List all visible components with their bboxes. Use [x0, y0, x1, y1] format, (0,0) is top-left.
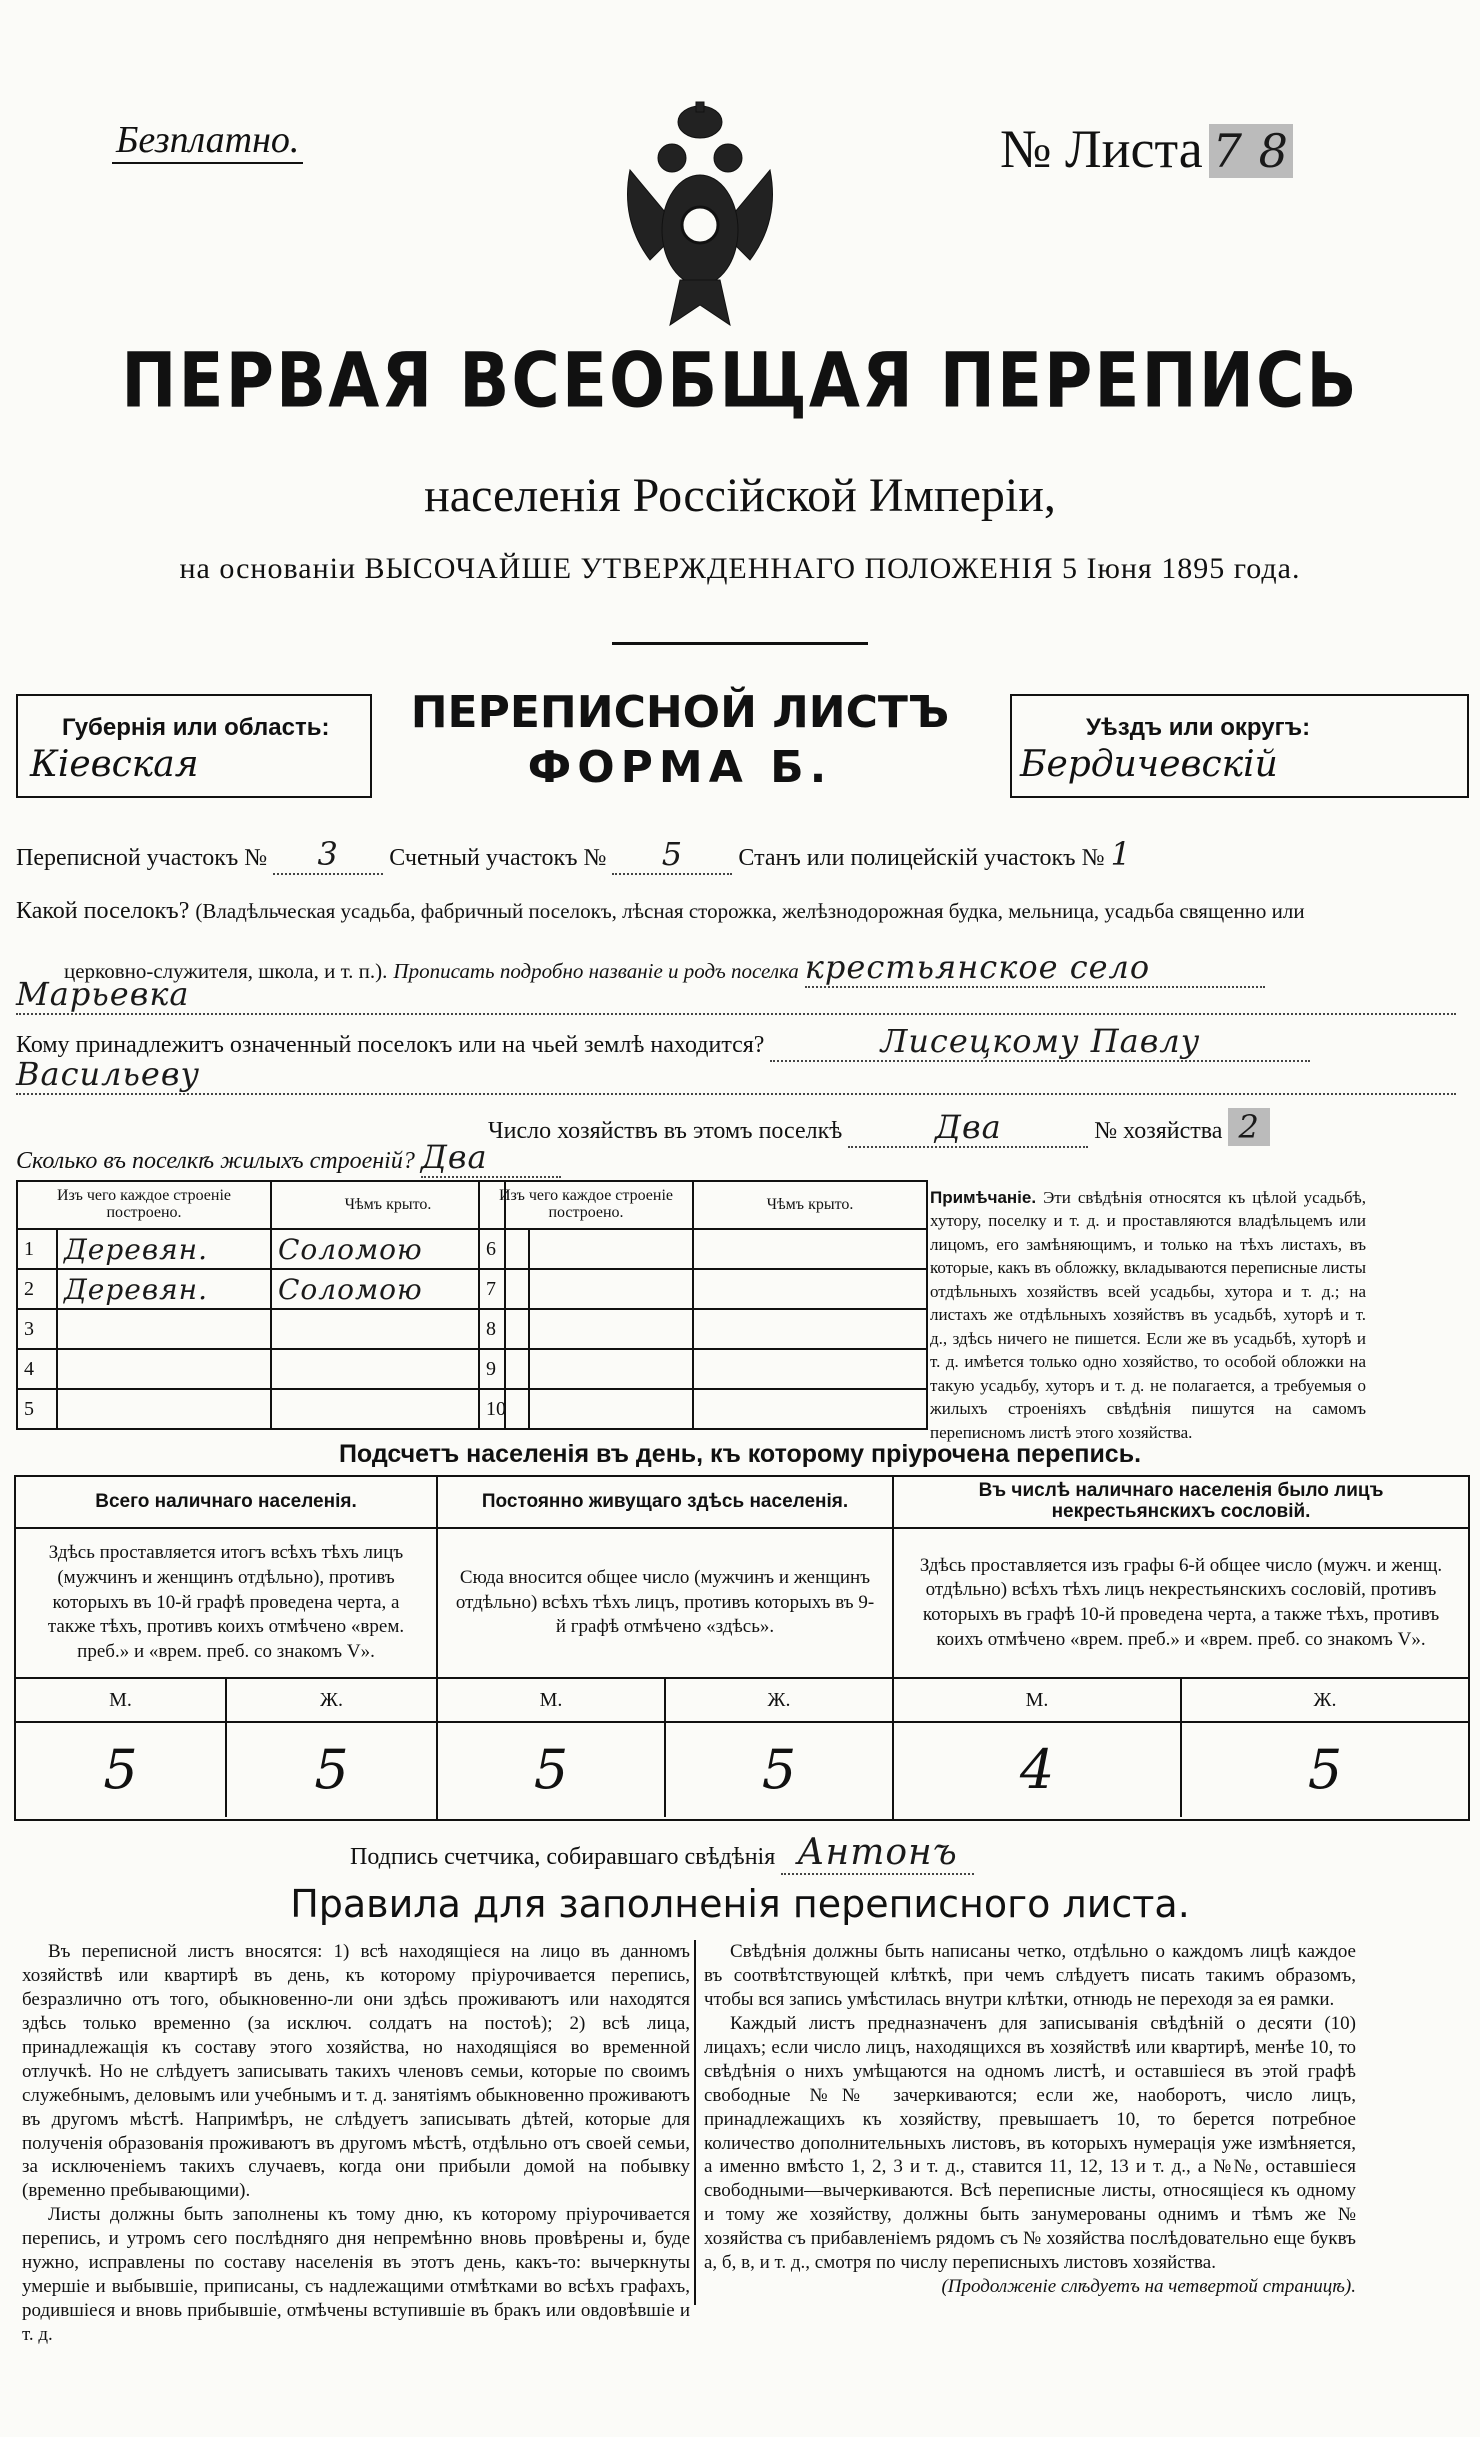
note-text: Эти свѣдѣнія относятся къ цѣлой усадьбѣ, хутору, поселку и т. д. и проставляются владѣльцемъ или лицомъ, его замѣняющимъ, и только на тѣхъ листахъ, въ которые, какъ въ обложку, вкладываются переписные листы отдѣльныхъ хозяйствъ всей усадьбы, хутора и т. д.; на листахъ же отдѣльныхъ хозяйствъ въ усадьбѣ, хуторѣ и т. д., здѣсь ничего не пишется. Если же въ усадьбѣ, хуторѣ и т. д. имѣется только одно хозяйство, то особой обложки на такую усадьбу, хуторъ и т. д. не полагается, а требуемыя о жилыхъ строеніяхъ свѣдѣнія пишутся на самомъ переписномъ листѣ этого хозяйства. — [930, 1188, 1366, 1442]
rules-continuation: (Продолженіе слѣдуетъ на четвертой страницѣ). — [941, 2276, 1356, 2298]
households-line: Число хозяйствъ въ этомъ поселкѣ Два № хозяйства 2 — [488, 1108, 1270, 1148]
household-number-value[interactable]: 2 — [1228, 1108, 1269, 1146]
owner-value-2[interactable]: Васильеву — [16, 1055, 201, 1093]
note — [930, 1186, 1366, 1444]
nonpeasant-m-value[interactable]: 4 — [894, 1723, 1182, 1817]
households-value[interactable]: Два — [848, 1108, 1088, 1148]
buildings-table-left — [16, 1180, 506, 1430]
count-table — [14, 1475, 1470, 1821]
divider — [612, 642, 868, 645]
gubernia-label: Губернія или область: — [62, 714, 330, 741]
nonpeasant-f-value[interactable]: 5 — [1307, 1738, 1343, 1801]
sheet-number-label: № Листа — [1000, 119, 1203, 179]
form-name: ФОРМА Б. — [527, 742, 833, 793]
district-line: Переписной участокъ № 3 Счетный участокъ № 5 Станъ или полицейскій участокъ № 1 — [16, 835, 1132, 873]
rules-paragraph: Въ переписной листъ вносятся: 1) всѣ находящіеся на лицо въ данномъ хозяйствѣ или квартирѣ въ день, къ которому пріурочивается перепись, безразлично отъ того, обыкновенно-ли они здѣсь проживаютъ или находятся здѣсь только временно (за исключ. солдатъ на постоѣ); 2) всѣ лица, принадлежащія къ составу этого хозяйства, но находящіяся во временной отлучкѣ. Но не слѣдуетъ записывать такихъ членовъ семьи, которые по своимъ служебнымъ, деловымъ или учебнымъ и т. д. занятіямъ обыкновенно проживаютъ въ другомъ мѣстѣ. Напримѣръ, не слѣдуетъ записывать дѣтей, которые для полученія образованія проживаютъ въ другомъ мѣстѣ, отдѣльно отъ своей семьи, за исключеніемъ такихъ случаевъ, когда они прибыли домой на побывку (временно пребывающими). — [22, 1941, 690, 2202]
buildings-value[interactable]: Два — [421, 1138, 561, 1178]
note-title: Примѣчаніе. — [930, 1188, 1037, 1207]
table-row: 5 — [17, 1389, 505, 1429]
col-built-header: Изъ чего каждое строеніе построено. — [17, 1181, 271, 1229]
settlement-line: Какой поселокъ? (Владѣльческая усадьба, фабричный поселокъ, лѣсная сторожка, желѣзнодорожная будка, мельница, усадьба священно или — [16, 898, 1305, 924]
count-col-total: Всего наличнаго населенія. Здѣсь проставляется итогъ всѣхъ тѣхъ лицъ (мужчинъ и женщинъ отдѣльно), противъ которыхъ въ 10-й графѣ проведена черта, а также тѣхъ, противъ коихъ отмѣчено «врем. преб.» и «врем. преб. со знакомъ V». М. Ж. 5 5 — [16, 1477, 438, 1819]
owner-value[interactable]: Лисецкому Павлу — [770, 1022, 1310, 1062]
table-row: 7 — [479, 1269, 927, 1309]
form-title-block — [400, 685, 960, 795]
page-title: ПЕРВАЯ ВСЕОБЩАЯ ПЕРЕПИСЬ — [121, 336, 1359, 425]
gubernia-box — [16, 694, 372, 798]
district-value[interactable]: 3 — [273, 835, 383, 875]
col-roof-header: Чѣмъ крыто. — [693, 1181, 927, 1229]
uezd-box — [1010, 694, 1469, 798]
table-row: 3 — [17, 1309, 505, 1349]
buildings-table-right — [478, 1180, 928, 1430]
settlement-line-2: церковно-служителя, школа, и т. п.). Прописать подробно названіе и родъ поселка крестьянское село — [64, 948, 1265, 988]
table-row: 9 — [479, 1349, 927, 1389]
signature-line — [350, 1832, 974, 1873]
total-m-value[interactable]: 5 — [16, 1723, 227, 1817]
table-row: 10 — [479, 1389, 927, 1429]
count-col-permanent: Постоянно живущаго здѣсь населенія. Сюда вносится общее число (мужчинъ и женщинъ отдѣльно) всѣхъ тѣхъ лицъ, противъ которыхъ въ 9-й графѣ отмѣчено «здѣсь». М. Ж. 5 5 — [438, 1477, 894, 1819]
free-label: Безплатно. — [112, 118, 303, 164]
rules-title: Правила для заполненія переписного листа. — [290, 1882, 1190, 1926]
col-roof-header: Чѣмъ крыто. — [271, 1181, 505, 1229]
rules-left-column — [22, 1940, 690, 2347]
rules-paragraph: Листы должны быть заполнены къ тому дню, къ которому пріурочивается перепись, и утромъ сего послѣдняго дня непремѣнно вновь провѣрены и, буде нужно, исправлены по составу населенія въ этотъ день, какъ-то: вычеркнуты умершіе и выбывшіе, приписаны, съ надлежащими отмѣтками во всѣхъ графахъ, родившіеся и вновь прибывшіе, отмѣчены вступившіе въ бракъ или овдовѣвшіе и т. д. — [22, 2204, 690, 2345]
page-subtitle: населенія Россійской Имперіи, — [424, 469, 1056, 522]
owner-line: Кому принадлежитъ означенный поселокъ или на чьей землѣ находится? Лисецкому Павлу — [16, 1022, 1310, 1062]
settlement-value[interactable]: крестьянское село — [805, 948, 1265, 988]
owner-line-2 — [16, 1055, 1456, 1095]
count-col-nonpeasant: Въ числѣ наличнаго населенія было лицъ некрестьянскихъ сословій. Здѣсь проставляется изъ графы 6-й общее число (мужч. и женщ. отдѣльно) всѣхъ тѣхъ лицъ некрестьянскихъ сословій, противъ которыхъ въ графѣ 10-й проведена черта, а также тѣхъ, противъ коихъ отмѣчено «врем. преб.» и «врем. преб. со знакомъ V». М. Ж. 4 5 — [894, 1477, 1468, 1819]
signature-label: Подпись счетчика, собиравшаго свѣдѣнія — [350, 1844, 776, 1870]
table-row: 4 — [17, 1349, 505, 1389]
settlement-line-3 — [16, 975, 1456, 1015]
imperial-eagle-emblem — [610, 100, 790, 330]
table-row: 8 — [479, 1309, 927, 1349]
uezd-value[interactable]: Бердичевскій — [1020, 744, 1278, 785]
table-row: 1 Деревян. Соломою — [17, 1229, 505, 1269]
permanent-f-value[interactable]: 5 — [761, 1738, 797, 1801]
buildings-line: Сколько въ поселкѣ жилыхъ строеній? Два — [16, 1138, 561, 1178]
signature-value[interactable]: Антонъ — [781, 1832, 974, 1875]
table-row: 2 Деревян. Соломою — [17, 1269, 505, 1309]
column-divider — [694, 1940, 696, 2305]
gubernia-value[interactable]: Кіевская — [30, 744, 199, 785]
sheet-number — [1000, 118, 1293, 180]
count-title: Подсчетъ населенія въ день, къ которому пріурочена перепись. — [338, 1440, 1142, 1468]
sheet-number-value: 7 8 — [1209, 124, 1293, 178]
form-title: ПЕРЕПИСНОЙ ЛИСТЪ — [410, 687, 950, 738]
page-basis: на основаніи ВЫСОЧАЙШЕ УТВЕРЖДЕННАГО ПОЛОЖЕНІЯ 5 Іюня 1895 года. — [179, 552, 1301, 585]
uezd-label: Уѣздъ или округъ: — [1086, 714, 1311, 741]
rules-paragraph: Каждый листъ предназначенъ для записыванія свѣдѣній о десяти (10) лицахъ; если число лицъ, находящихся въ хозяйствѣ или квартирѣ, менѣе 10, то свѣдѣнія о нихъ умѣщаются на одномъ листѣ, и оставшіеся въ этой графѣ свободные №№ зачеркиваются; если же, наоборотъ, число лицъ, принадлежащихъ къ хозяйству, превышаетъ 10, то берется потребное количество дополнительныхъ листовъ, въ которыхъ нумерація уже измѣняется, а именно вмѣсто 1, 2, 3 и т. д., ставится 11, 12, 13 и т. д., а №№, оставшіеся свободными—вычеркиваются. Всѣ переписные листы, относящіеся къ одному и тому же хозяйству, должны быть занумерованы однимъ и тѣмъ же № хозяйства съ прибавленіемъ рядомъ съ № хозяйства послѣдовательно еще буквъ а, б, в, и т. д., смотря по числу переписныхъ листовъ хозяйства. — [704, 2012, 1356, 2274]
total-f-value[interactable]: 5 — [314, 1738, 349, 1801]
stan-value[interactable]: 1 — [1110, 835, 1132, 873]
table-row: 6 — [479, 1229, 927, 1269]
count-district-value[interactable]: 5 — [612, 835, 732, 875]
rules-right-column — [704, 1940, 1356, 2299]
settlement-value-2[interactable]: Марьевка — [16, 975, 190, 1013]
permanent-m-value[interactable]: 5 — [438, 1723, 666, 1817]
rules-paragraph: Свѣдѣнія должны быть написаны четко, отдѣльно о каждомъ лицѣ каждое въ соотвѣтствующей клѣткѣ, при чемъ слѣдуетъ писать такимъ образомъ, чтобы вся запись умѣстилась внутри клѣтки, отнюдь не переходя за ея рамки. — [704, 1941, 1356, 2010]
col-built-header: Изъ чего каждое строеніе построено. — [479, 1181, 693, 1229]
